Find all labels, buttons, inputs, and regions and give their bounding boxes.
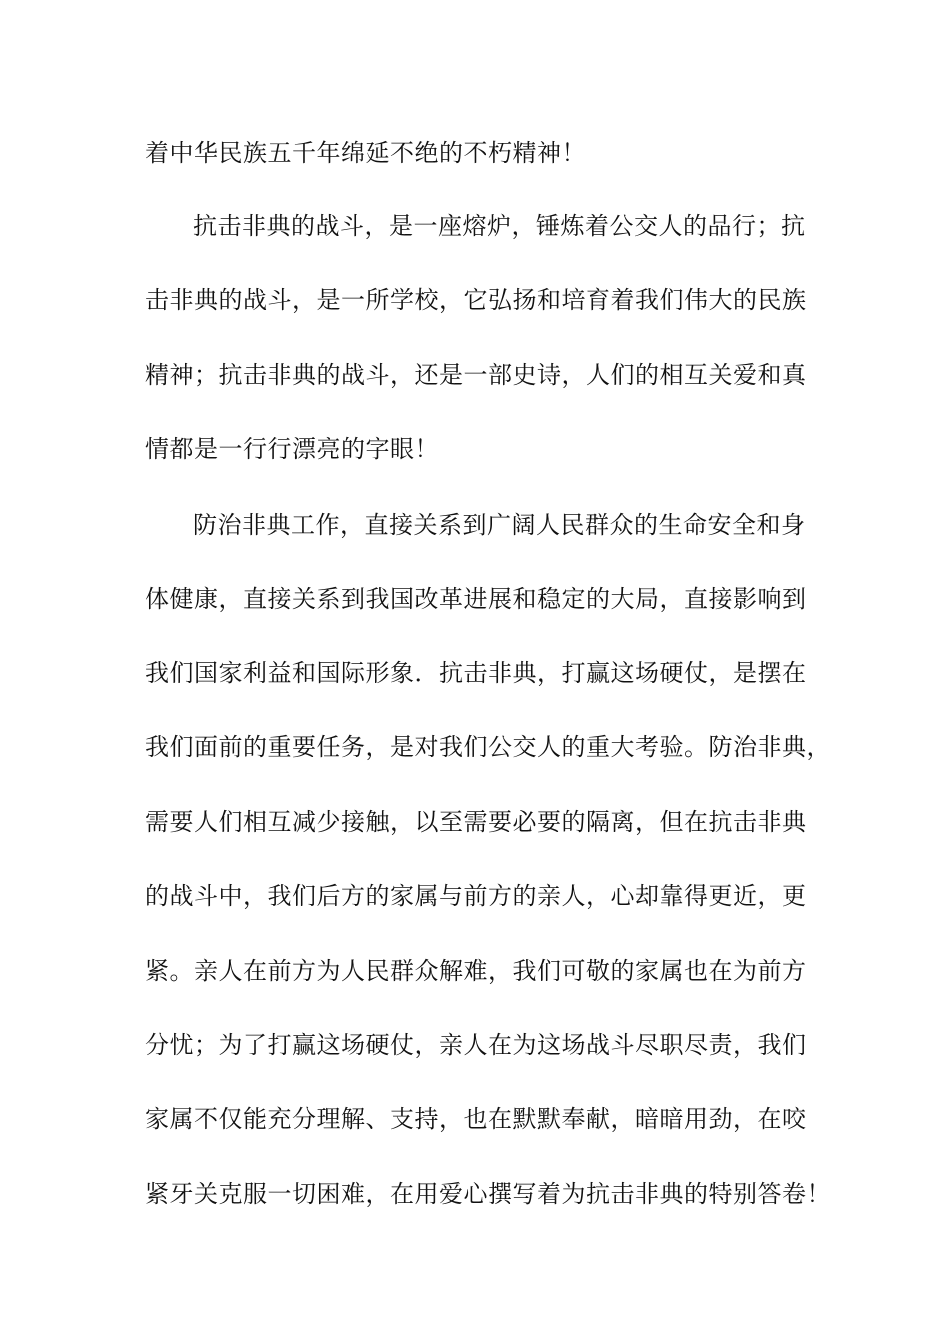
text-line: 我们面前的重要任务，是对我们公交人的重大考验。防治非典， xyxy=(145,733,831,761)
text-line: 击非典的战斗，是一所学校，它弘扬和培育着我们伟大的民族 xyxy=(145,286,807,314)
text-line: 精神；抗击非典的战斗，还是一部史诗，人们的相互关爱和真 xyxy=(145,361,807,389)
text-line: 的战斗中，我们后方的家属与前方的亲人，心却靠得更近，更 xyxy=(145,882,807,910)
text-line: 需要人们相互减少接触，以至需要必要的隔离，但在抗击非典 xyxy=(145,808,807,836)
text-line: 紧牙关克服一切困难，在用爱心撰写着为抗击非典的特别答卷！ xyxy=(145,1180,831,1208)
text-line: 体健康，直接关系到我国改革进展和稳定的大局，直接影响到 xyxy=(145,585,807,613)
text-line: 紧。亲人在前方为人民群众解难，我们可敬的家属也在为前方 xyxy=(145,957,807,985)
text-line: 分忧；为了打赢这场硬仗，亲人在为这场战斗尽职尽责，我们 xyxy=(145,1031,807,1059)
paragraph-first-line: 防治非典工作，直接关系到广阔人民群众的生命安全和身 xyxy=(193,511,806,539)
paragraph-first-line: 抗击非典的战斗，是一座熔炉，锤炼着公交人的品行；抗 xyxy=(193,212,806,240)
text-line: 我们国家利益和国际形象．抗击非典，打赢这场硬仗，是摆在 xyxy=(145,659,807,687)
text-line: 家属不仅能充分理解、支持，也在默默奉献，暗暗用劲，在咬 xyxy=(145,1105,807,1133)
text-line: 情都是一行行漂亮的字眼！ xyxy=(145,435,439,463)
text-line: 着中华民族五千年绵延不绝的不朽精神！ xyxy=(145,139,586,167)
